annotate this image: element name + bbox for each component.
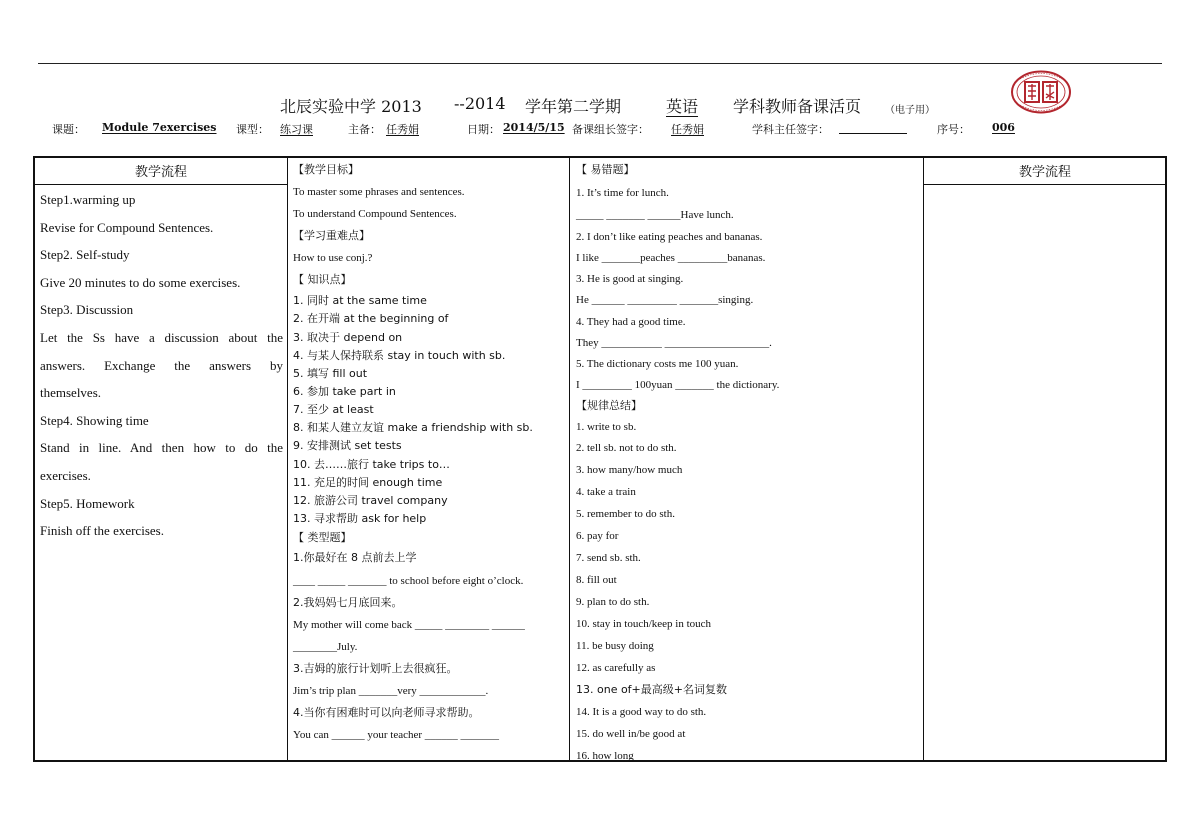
col2-line: 6. 参加 take part in [293, 385, 396, 398]
header-row-divider [35, 184, 287, 185]
page-type: 学科教师备课活页 [733, 97, 862, 116]
process-line: themselves. [40, 385, 102, 401]
col2-line: 1.你最好在 8 点前去上学 [293, 551, 417, 564]
process-line: Give 20 minutes to do some exercises. [40, 274, 241, 290]
process-line: Step5. Homework [40, 495, 135, 511]
col2-line: 4.当你有困难时可以向老师寻求帮助。 [293, 706, 480, 719]
notes-column-header: 教学流程 [1018, 165, 1071, 180]
school-seal-icon [1010, 70, 1072, 114]
col3-line: 13. one of+最高级+名词复数 [576, 683, 727, 696]
col2-line: 1. 同时 at the same time [293, 294, 427, 307]
serial-value: 006 [992, 121, 1015, 134]
col3-line: I _________ 100yuan _______ the dictionary. [576, 379, 780, 391]
col2-line: 8. 和某人建立友谊 make a friendship with sb. [293, 421, 533, 434]
col2-line: 2.我妈妈七月底回来。 [293, 596, 403, 609]
process-column-header: 教学流程 [134, 165, 187, 180]
process-line: Step1.warming up [40, 192, 136, 207]
col3-line: _____ _______ ______Have lunch. [576, 209, 734, 221]
process-line: Step2. Self-study [40, 247, 130, 263]
col3-line: 【规律总结】 [576, 399, 642, 412]
col3-line: 11. be busy doing [576, 640, 654, 652]
col2-line: 【 类型题】 [293, 531, 352, 544]
col2-line: 13. 寻求帮助 ask for help [293, 512, 427, 525]
column-divider [569, 158, 570, 760]
term: 学年第二学期 [525, 97, 622, 116]
school-year-end: --2014 [454, 94, 506, 113]
col3-line: 2. tell sb. not to do sth. [576, 442, 677, 454]
process-line: Finish off the exercises. [40, 523, 164, 539]
director-signature-blank [839, 121, 907, 134]
column-divider [923, 158, 924, 760]
prepared-by-label: 主备： [348, 123, 381, 136]
col3-line: 1. It’s time for lunch. [576, 187, 669, 199]
col3-line: 10. stay in touch/keep in touch [576, 618, 712, 630]
topic-value: Module 7exercises [102, 121, 217, 134]
col2-line: ________July. [293, 641, 358, 653]
subject: 英语 [666, 97, 699, 116]
col3-line: 3. how many/how much [576, 464, 683, 476]
header-rule [38, 63, 1162, 64]
col3-line: 3. He is good at singing. [576, 273, 684, 285]
col2-line: 【教学目标】 [293, 163, 359, 176]
col3-line: 8. fill out [576, 574, 617, 586]
header-row-divider [923, 184, 1167, 185]
process-line: Revise for Compound Sentences. [40, 219, 214, 235]
group-leader-label: 备课组长签字： [572, 123, 649, 136]
col3-line: 5. remember to do sth. [576, 508, 675, 520]
process-line: answers. Exchange the answers by [40, 357, 283, 373]
col2-line: You can ______ your teacher ______ _______ [293, 729, 500, 741]
col2-line: ____ _____ _______ to school before eight o’clock. [293, 575, 524, 587]
col2-line: 3.吉姆的旅行计划听上去很疯狂。 [293, 662, 458, 675]
col3-line: I like _______peaches _________bananas. [576, 252, 766, 264]
col3-line: 6. pay for [576, 530, 619, 542]
col2-line: How to use conj.? [293, 252, 373, 264]
lesson-type-label: 课型： [236, 123, 269, 136]
col2-line: 3. 取决于 depend on [293, 331, 403, 344]
col2-line: 12. 旅游公司 travel company [293, 494, 448, 507]
process-line: exercises. [40, 468, 91, 483]
col3-line: 7. send sb. sth. [576, 552, 641, 564]
col3-line: 12. as carefully as [576, 662, 656, 674]
col3-line: 15. do well in/be good at [576, 728, 686, 740]
col2-line: My mother will come back _____ ________ ______ [293, 619, 525, 631]
col2-line: 7. 至少 at least [293, 403, 374, 416]
col3-line: 4. take a train [576, 486, 636, 498]
col2-line: Jim’s trip plan _______very ____________. [293, 685, 489, 697]
school-name: 北辰实验中学 2013 [280, 97, 422, 116]
col3-line: They ___________ ___________________. [576, 337, 772, 349]
director-label: 学科主任签字： [752, 123, 829, 136]
col2-line: 【学习重难点】 [293, 229, 370, 242]
prepared-by-value: 任秀娟 [386, 123, 419, 136]
serial-label: 序号： [937, 123, 970, 136]
date-value: 2014/5/15 [503, 121, 565, 134]
col2-line: 【 知识点】 [293, 273, 352, 286]
lesson-type-value: 练习课 [280, 123, 313, 136]
col2-line: 2. 在开端 at the beginning of [293, 312, 449, 325]
col3-line: 5. The dictionary costs me 100 yuan. [576, 358, 739, 370]
process-line: Let the Ss have a discussion about the [40, 330, 283, 345]
col3-line: 14. It is a good way to do sth. [576, 706, 707, 718]
edition-note: （电子用） [885, 105, 935, 116]
col2-line: 11. 充足的时间 enough time [293, 476, 443, 489]
lesson-plan-table [33, 156, 1167, 762]
lesson-info [0, 121, 1200, 139]
topic-label: 课题： [52, 123, 85, 136]
col3-line: 2. I don’t like eating peaches and bananas. [576, 231, 763, 243]
col2-line: 5. 填写 fill out [293, 367, 368, 380]
date-label: 日期： [467, 123, 500, 136]
process-line: Step3. Discussion [40, 302, 134, 318]
col3-line: He ______ _________ _______singing. [576, 294, 754, 306]
col2-line: To understand Compound Sentences. [293, 208, 457, 220]
process-line: Stand in line. And then how to do the [40, 440, 283, 456]
col3-line: 16. how long [576, 750, 634, 762]
process-line: Step4. Showing time [40, 412, 149, 428]
col2-line: 9. 安排测试 set tests [293, 439, 402, 452]
col2-line: To master some phrases and sentences. [293, 186, 465, 198]
col3-line: 1. write to sb. [576, 421, 637, 433]
column-divider [287, 158, 288, 760]
col3-line: 4. They had a good time. [576, 316, 686, 328]
col3-line: 【 易错题】 [576, 163, 635, 176]
group-leader-value: 任秀娟 [671, 123, 704, 136]
col2-line: 10. 去……旅行 take trips to… [293, 458, 450, 471]
col2-line: 4. 与某人保持联系 stay in touch with sb. [293, 349, 506, 362]
col3-line: 9. plan to do sth. [576, 596, 650, 608]
